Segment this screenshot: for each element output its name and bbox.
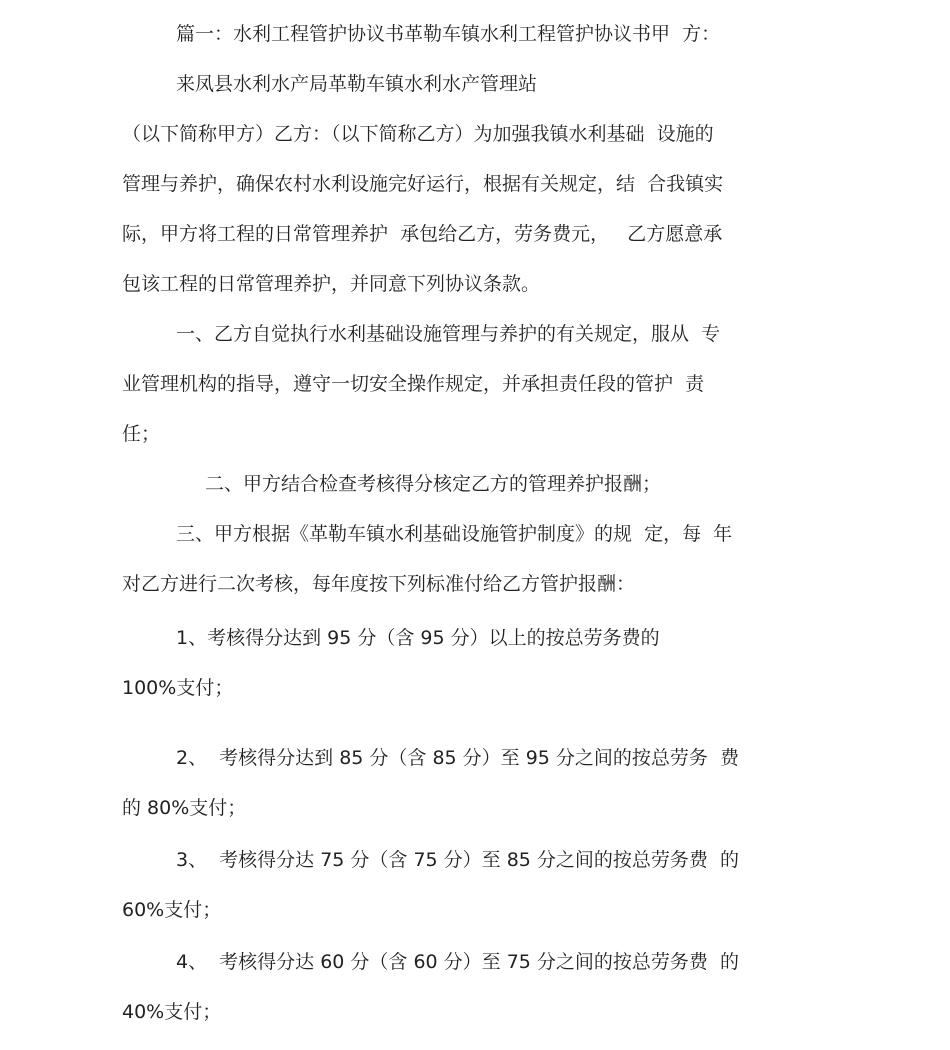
doc-line-clause-3b: 对乙方进行二次考核，每年度按下列标准付给乙方管护报酬：	[122, 573, 636, 595]
doc-line-item-4b: 40%支付；	[122, 1001, 222, 1023]
doc-line-clause-1b: 业管理机构的指导，遵守一切安全操作规定，并承担责任段的管护 责	[122, 373, 705, 395]
doc-line-item-3a: 3、 考核得分达 75 分（含 75 分）至 85 分之间的按总劳务费 的	[176, 849, 740, 871]
doc-line-item-1a: 1、考核得分达到 95 分（含 95 分）以上的按总劳务费的	[176, 627, 660, 649]
doc-line-clause-3a: 三、甲方根据《革勒车镇水利基础设施管护制度》的规 定，每 年	[176, 523, 733, 545]
doc-line-clause-1c: 任；	[122, 423, 161, 445]
doc-line-intro-4: 包该工程的日常管理养护，并同意下列协议条款。	[122, 273, 541, 295]
doc-line-item-3b: 60%支付；	[122, 899, 222, 921]
doc-line-item-4a: 4、 考核得分达 60 分（含 60 分）至 75 分之间的按总劳务费 的	[176, 951, 740, 973]
doc-line-clause-2: 二、甲方结合检查考核得分核定乙方的管理养护报酬；	[205, 473, 662, 495]
doc-line-intro-1: （以下简称甲方）乙方：（以下简称乙方）为加强我镇水利基础 设施的	[122, 123, 714, 145]
doc-line-intro-2: 管理与养护，确保农村水利设施完好运行，根据有关规定，结 合我镇实	[122, 173, 724, 195]
doc-line-item-1b: 100%支付；	[122, 677, 234, 699]
doc-line-item-2a: 2、 考核得分达到 85 分（含 85 分）至 95 分之间的按总劳务 费	[176, 747, 740, 769]
doc-line-title: 篇一：水利工程管护协议书革勒车镇水利工程管护协议书甲 方：	[176, 23, 721, 45]
doc-line-item-2b: 的 80%支付；	[122, 797, 247, 819]
doc-line-intro-3: 际，甲方将工程的日常管理养护 承包给乙方，劳务费元， 乙方愿意承	[122, 223, 723, 245]
doc-line-clause-1a: 一、乙方自觉执行水利基础设施管理与养护的有关规定，服从 专	[176, 323, 721, 345]
doc-line-party-a: 来凤县水利水产局革勒车镇水利水产管理站	[176, 73, 538, 95]
